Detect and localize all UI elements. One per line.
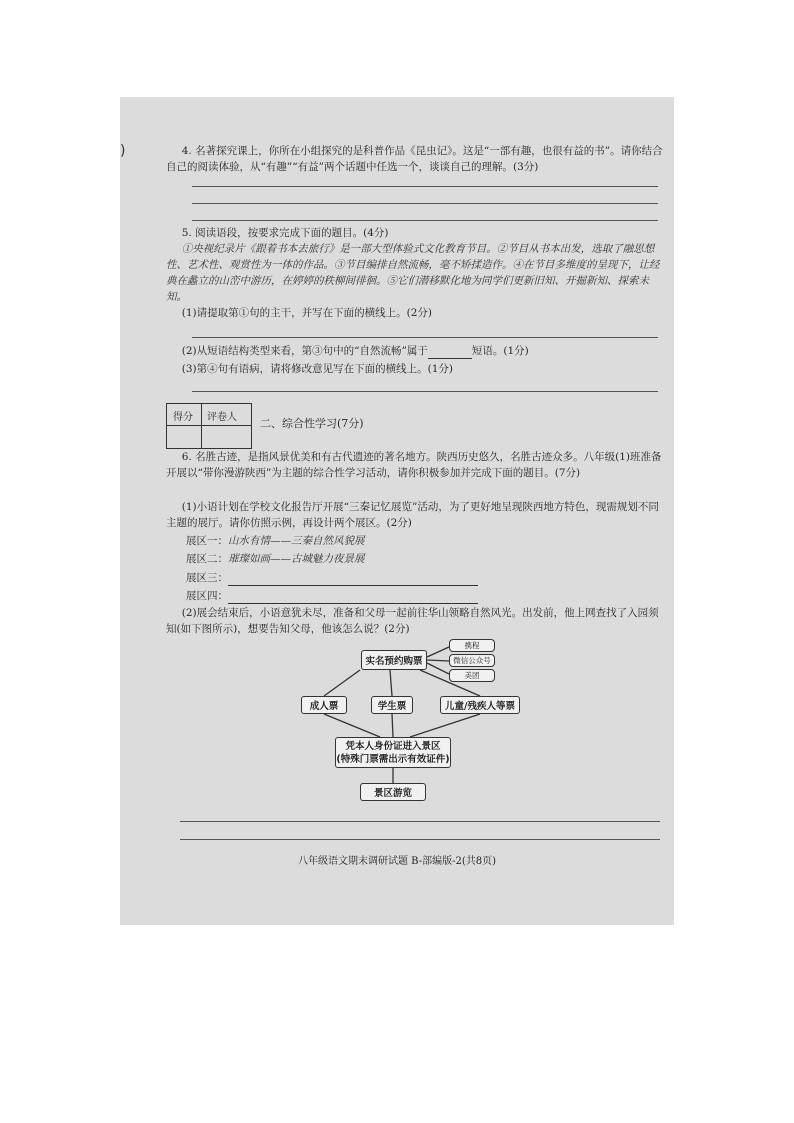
- connector-line: [427, 647, 449, 657]
- flow-box-adult-ticket: 成人票: [301, 696, 347, 714]
- score-header: 得分: [173, 412, 193, 423]
- flow-channel-wechat: 微信公众号: [449, 654, 495, 667]
- section-2-title: 二、综合性学习(7分): [260, 417, 364, 430]
- question-5-passage: ①央视纪录片《跟着书本去旅行》是一部大型体验式文化教育节目。②节目从书本出发，选取了融思想性、艺术性、观赏性为一体的作品。③节目编排自然流畅，毫不矫揉造作。④在节目多维度的呈现下，让经典在蠡立的山峦中游历，在婷婷的秩柳间徘徊。⑤它们潜移默化地为同学们更新旧知、开掘新知、探索未知。: [166, 243, 660, 303]
- grader-header: 评卷人: [207, 412, 237, 423]
- flow-box-child-disabled-ticket: 儿童/残疾人等票: [440, 696, 520, 714]
- connector-line: [410, 714, 480, 737]
- sub2-text-before: (2)从短语结构类型来看，第③句中的“自然流畅”属于: [181, 345, 428, 357]
- exam-page: [120, 97, 674, 925]
- entry-line-2: (特殊门票需出示有效证件): [336, 753, 450, 765]
- flow-box-reservation: 实名预约购票: [361, 650, 427, 670]
- flow-channel-meituan: 美团: [449, 669, 495, 682]
- flow-channel-ctrip: 携程: [449, 639, 495, 652]
- connector-line: [427, 663, 449, 674]
- flow-box-scenic-tour: 景区游览: [360, 783, 426, 801]
- zone-value: 山水有情——三秦自然风貌展: [228, 535, 365, 547]
- connector-line: [324, 714, 380, 737]
- question-6-sub1: (1)小语计划在学校文化报告厅开展“三秦记忆展览”活动，为了更好地呈现陕西地方特色，现需规划不同主题的展厅。请你仿照示例，再设计两个展区。(2分): [166, 501, 659, 529]
- question-4: 4. 名著探究课上，你所在小组探究的是科普作品《昆虫记》。这是“一部有趣，也很有益的书”。请你结合自己的阅读体验，从“有趣”“有益”两个话题中任选一个，谈谈自己的理解。(3分): [166, 145, 663, 173]
- answer-line[interactable]: [180, 839, 660, 840]
- answer-line[interactable]: [180, 821, 660, 822]
- connector-line: [392, 714, 393, 737]
- connector-line: [324, 670, 360, 696]
- zone-value: 璀璨如画——古城魅力夜景展: [228, 553, 365, 565]
- entry-line-1: 凭本人身份证进入景区: [345, 740, 441, 752]
- page-footer: 八年级语文期末调研试题 B-部编版-2(共8页): [298, 856, 496, 867]
- zone-label: 展区三：: [186, 572, 228, 584]
- question-6-intro: 6. 名胜古迹，是指风景优美和有古代遗迹的著名地方。陕西历史悠久，名胜古迹众多。八年级(1)班准备开展以“带你漫游陕西”为主题的综合性学习活动，请你积极参加并完成下面的题目。(7分): [166, 451, 662, 479]
- zone-label: 展区四：: [186, 590, 228, 602]
- zone-label: 展区一：: [186, 535, 228, 547]
- zone-label: 展区二：: [186, 553, 228, 565]
- flow-box-student-ticket: 学生票: [371, 696, 413, 714]
- connector-line: [427, 660, 449, 661]
- left-edge-bracket: ): [120, 143, 126, 159]
- question-5-sub3: (3)第④句有语病，请将修改意见写在下面的横线上。(1分): [181, 363, 453, 375]
- question-5-sub1: (1)请提取第①句的主干，并写在下面的横线上。(2分): [181, 307, 432, 319]
- flow-box-id-entry: [335, 737, 451, 768]
- question-6-sub2: (2)展会结束后，小语意犹未尽，准备和父母一起前往华山领略自然风光。出发前，他上网查找了入园须知(如下图所示)，想要告知父母，他该怎么说？(2分): [166, 607, 659, 635]
- question-5-intro: 5. 阅读语段，按要求完成下面的题目。(4分): [181, 227, 389, 239]
- sub2-text-after: 短语。(1分): [471, 345, 529, 357]
- connector-line: [390, 670, 392, 696]
